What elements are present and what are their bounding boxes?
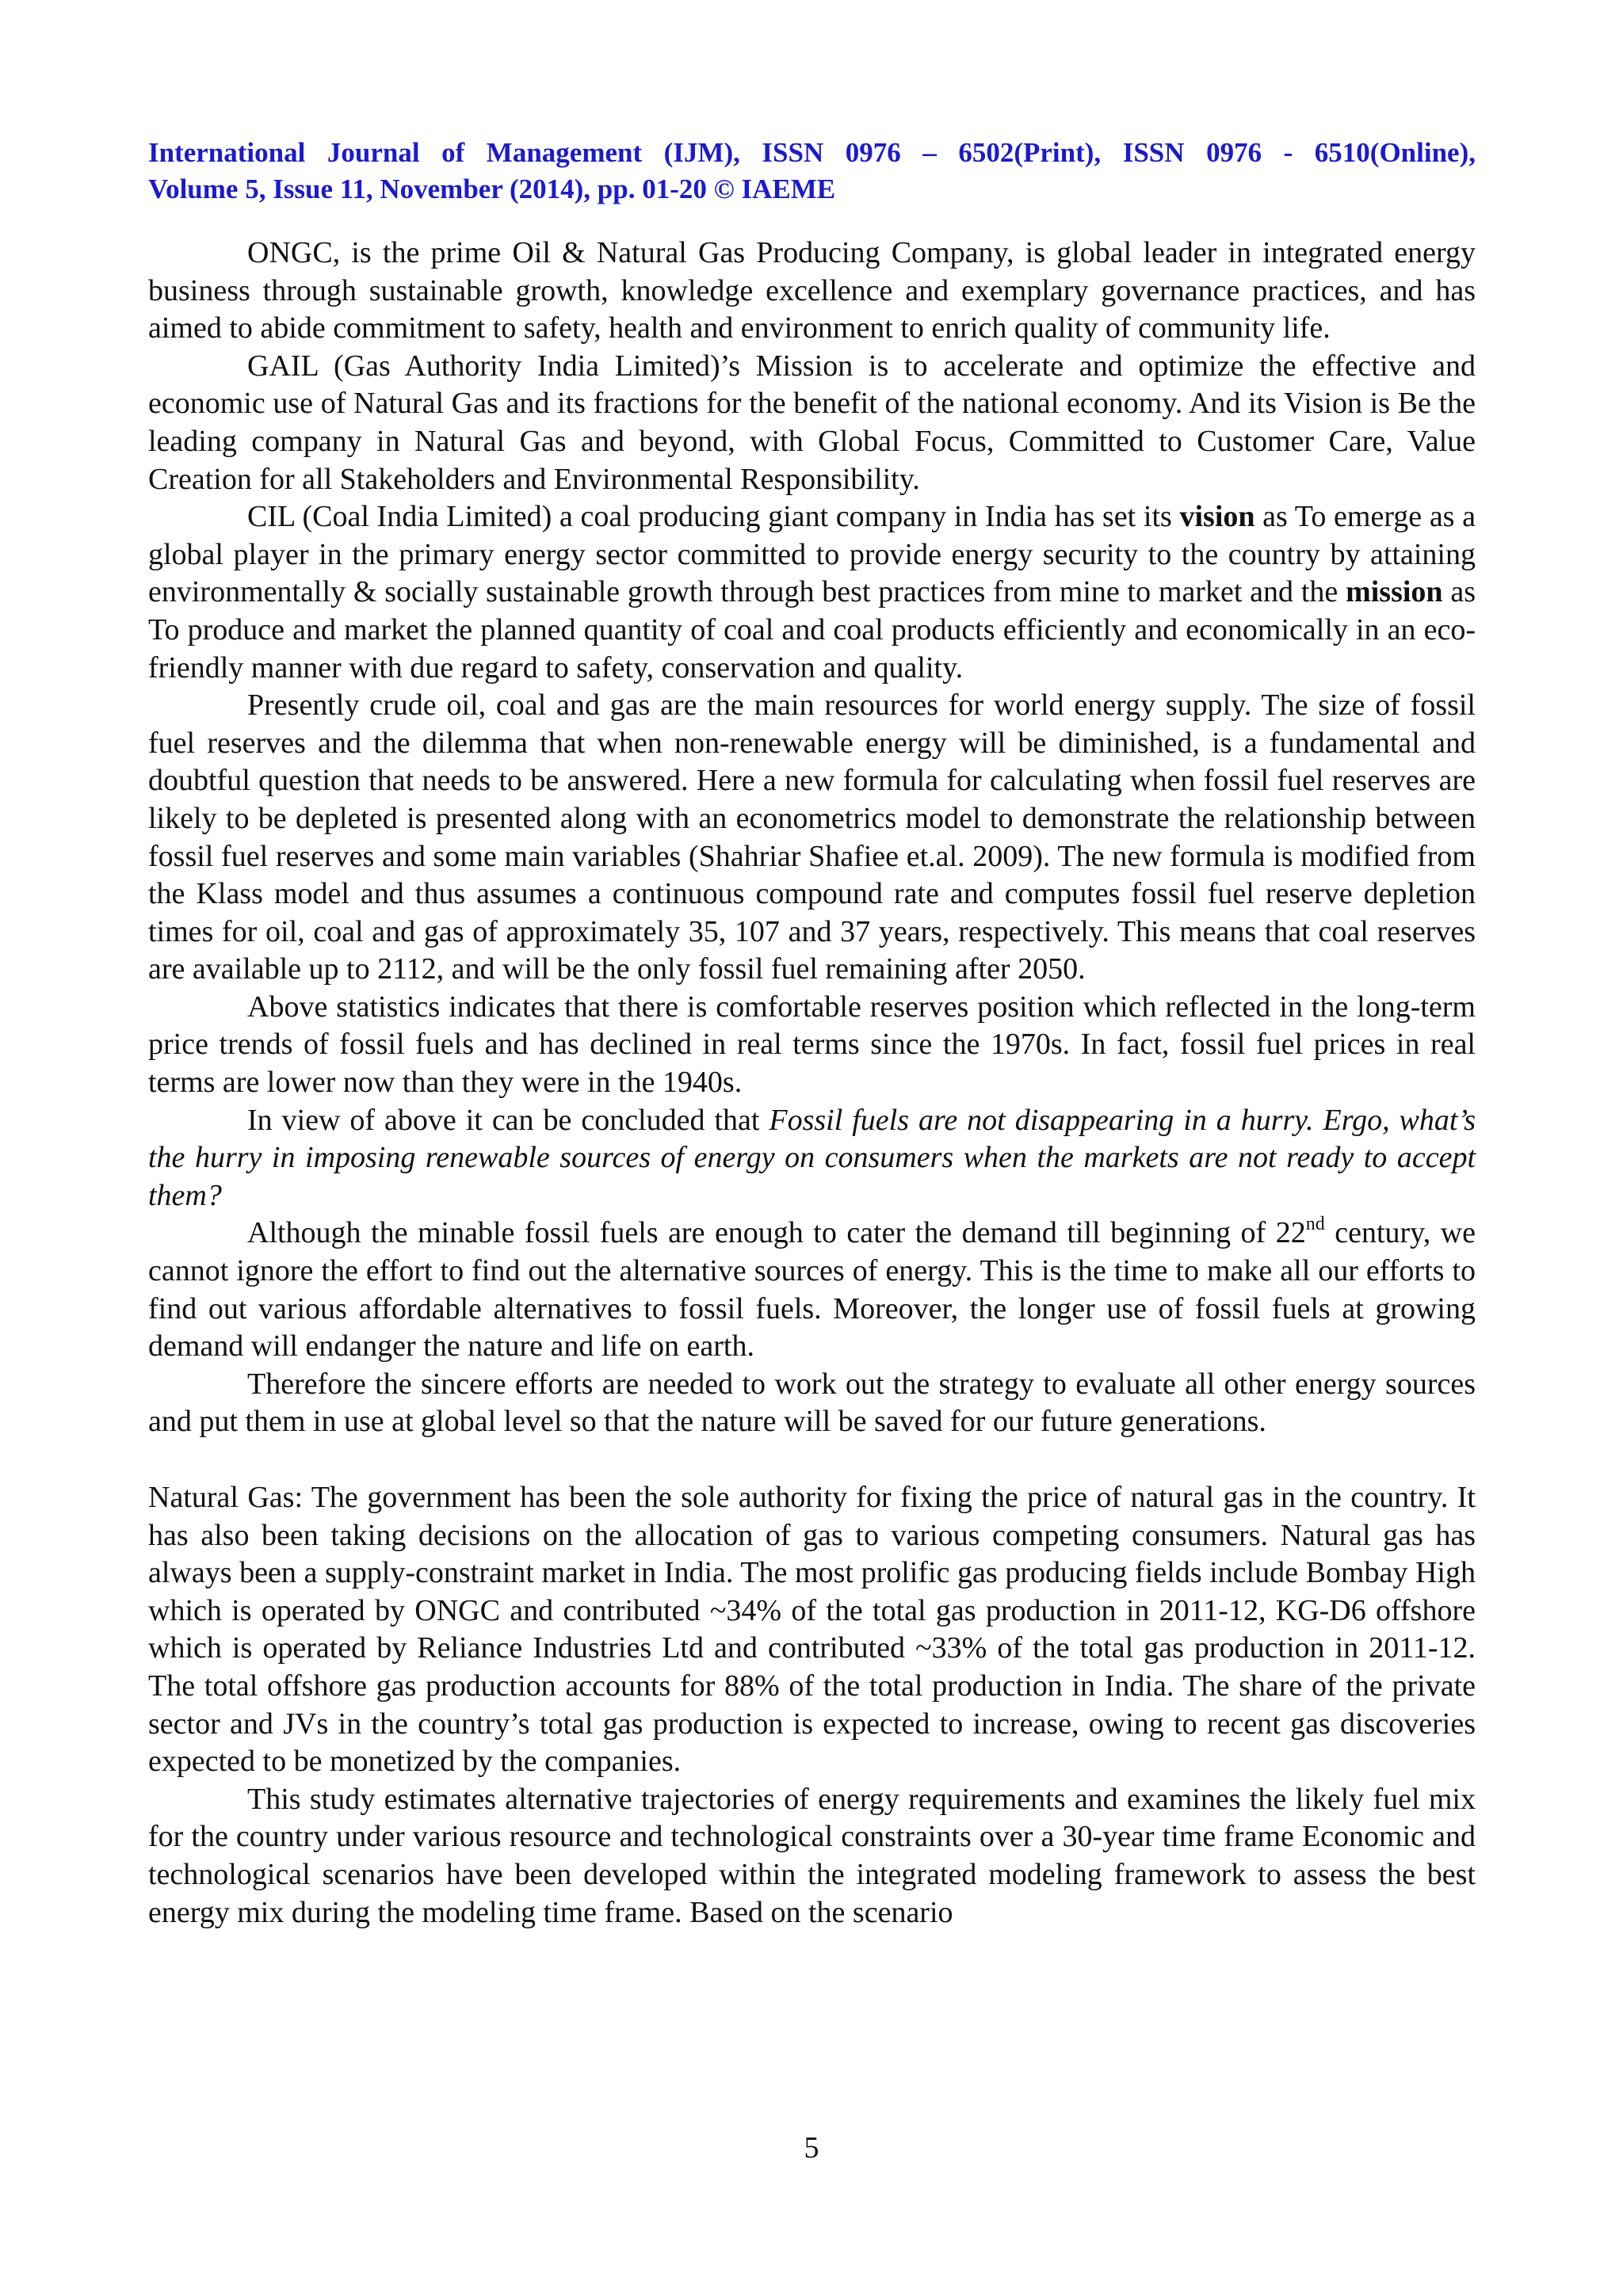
paragraph-ongc: ONGC, is the prime Oil & Natural Gas Producing Company, is global leader in integrated energy business through sustainable growth, knowledge excellence and exemplary governance practices, and has aimed to abide commitment to safety, health and environment to enrich quality of community life.	[148, 236, 1476, 345]
paragraph-gail: GAIL (Gas Authority India Limited)’s Mission is to accelerate and optimize the effective and economic use of Natural Gas and its fractions for the benefit of the national economy. And its Vision is Be the leading company in Natural Gas and beyond, with Global Focus, Committed to Customer Care, Value Creation for all Stakeholders and Environmental Responsibility.	[148, 349, 1476, 496]
paragraph-strategy: Therefore the sincere efforts are needed to work out the strategy to evaluate all other energy sources and put them in use at global level so that the nature will be saved for our future generations.	[148, 1367, 1476, 1439]
paragraph-natural-gas: Natural Gas: The government has been the sole authority for fixing the price of natural gas in the country. It has also been taking decisions on the allocation of gas to various competing consumers. Natural gas has always been a supply-constraint market in India. The most prolific gas producing fields include Bombay High which is operated by ONGC and contributed ~34% of the total gas production in 2011-12, KG-D6 offshore which is operated by Reliance Industries Ltd and contributed ~33% of the total gas production in 2011-12. The total offshore gas production accounts for 88% of the total production in India. The share of the private sector and JVs in the country’s total gas production is expected to increase, owing to recent gas discoveries expected to be monetized by the companies.	[148, 1481, 1476, 1779]
paragraph-cil	[148, 498, 1476, 687]
page-number: 5	[804, 2131, 819, 2164]
cil-mission-term: mission	[1346, 575, 1443, 609]
conclusion-text: In view of above it can be concluded that	[247, 1103, 769, 1137]
conclusion-italic-quote: Fossil fuels are not disappearing in a hurry. Ergo, what’s the hurry in imposing renewable sources of energy on consumers when the markets are not ready to accept them?	[148, 1103, 1476, 1212]
cil-text-1: CIL (Coal India Limited) a coal producing giant company in India has set its	[247, 500, 1180, 534]
journal-header-line-1: International Journal of Management (IJM), ISSN 0976 – 6502(Print), ISSN 0976 - 6510(Online),	[148, 137, 1476, 168]
paragraph-conclusion	[148, 1102, 1476, 1215]
paragraph-statistics: Above statistics indicates that there is comfortable reserves position which reflected in the long-term price trends of fossil fuels and has declined in real terms since the 1970s. In fact, fossil fuel prices in real terms are lower now than they were in the 1940s.	[148, 990, 1476, 1100]
paragraph-study: This study estimates alternative trajectories of energy requirements and examines the likely fuel mix for the country under various resource and technological constraints over a 30-year time frame Economic and technological scenarios have been developed within the integrated modeling framework to assess the best energy mix during the modeling time frame. Based on the scenario	[148, 1782, 1476, 1929]
cil-text-3: as To produce and market the planned quantity of coal and coal products efficiently and economically in an eco-friendly manner with due regard to safety, conservation and quality.	[148, 575, 1476, 685]
paragraph-alternatives	[148, 1215, 1476, 1365]
superscript-nd: nd	[1305, 1214, 1325, 1235]
article-body	[148, 235, 1476, 1932]
cil-text-2: as To emerge as a global player in the primary energy sector committed to provide energy security to the country by attaining environmentally & socially sustainable growth through best practices from mine to market and the	[148, 500, 1476, 609]
journal-header-line-2: Volume 5, Issue 11, November (2014), pp. 01-20 © IAEME	[148, 174, 836, 204]
paragraph-fossil-reserves: Presently crude oil, coal and gas are the main resources for world energy supply. The size of fossil fuel reserves and the dilemma that when non-renewable energy will be diminished, is a fundamental and doubtful question that needs to be answered. Here a new formula for calculating when fossil fuel reserves are likely to be depleted is presented along with an econometrics model to demonstrate the relationship between fossil fuel reserves and some main variables (Shahriar Shafiee et.al. 2009). The new formula is modified from the Klass model and thus assumes a continuous compound rate and computes fossil fuel reserve depletion times for oil, coal and gas of approximately 35, 107 and 37 years, respectively. This means that coal reserves are available up to 2112, and will be the only fossil fuel remaining after 2050.	[148, 688, 1476, 986]
alternatives-text-2: century, we cannot ignore the effort to find out the alternative sources of energy. This is the time to make all our efforts to find out various affordable alternatives to fossil fuels. Moreover, the longer use of fossil fuels at growing demand will endanger the nature and life on earth.	[148, 1216, 1476, 1363]
cil-vision-term: vision	[1179, 500, 1255, 534]
alternatives-text-1: Although the minable fossil fuels are enough to cater the demand till beginning of 22	[247, 1216, 1306, 1250]
journal-header	[148, 135, 1476, 208]
